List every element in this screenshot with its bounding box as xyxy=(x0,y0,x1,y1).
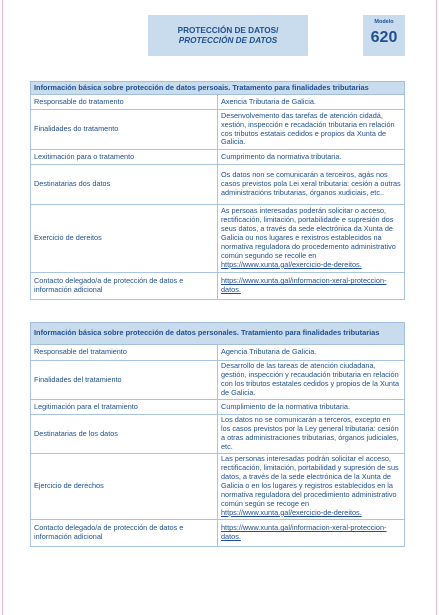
row-label: Lexitimación para o tratamento xyxy=(31,150,218,165)
row-value: Axencia Tributaria de Galicia. xyxy=(218,95,405,110)
data-protection-table-gl xyxy=(30,81,405,300)
row-value: Cumplimiento de la normativa tributaria. xyxy=(218,400,405,415)
row-label: Exercicio de dereitos xyxy=(31,205,218,273)
row-value: Desenvolvemento das tarefas de atención cidadá, xestión, inspección e recadación tributaria en relación cos tributos estatais cedidos e propios da Xunta de Galicia. xyxy=(218,110,405,150)
row-label: Responsable do tratamento xyxy=(31,95,218,110)
row-value xyxy=(218,520,405,547)
table-title: Información básica sobre protección de datos persoais. Tratamento para finalidades tributarias xyxy=(31,82,405,95)
table-row xyxy=(31,165,405,205)
table-row xyxy=(31,150,405,165)
form-title-line2: PROTECCIÓN DE DATOS xyxy=(178,35,278,45)
table-row xyxy=(31,454,405,520)
row-label: Destinatarias dos datos xyxy=(31,165,218,205)
table-row xyxy=(31,273,405,300)
row-label: Finalidades del tratamiento xyxy=(31,361,218,400)
model-label: Modelo xyxy=(374,19,394,25)
row-value-text: As persoas interesadas poderán solicitar o acceso, rectificación, limitación, portabilidade e supresión dos seus datos, a través da sede electrónica da Xunta de Galicia ou nos lugares e rexistros establecidos na normativa reguladora do procedemento administrativo común segundo se recolle en xyxy=(221,206,396,260)
table-row xyxy=(31,110,405,150)
row-label: Contacto delegado/a de protección de datos e información adicional xyxy=(31,273,218,300)
table-row xyxy=(31,520,405,547)
table-row xyxy=(31,400,405,415)
data-protection-info-link[interactable]: https://www.xunta.gal/informacion-xeral-proteccion-datos. xyxy=(221,523,387,541)
row-label: Contacto delegado/a de protección de datos e información adicional xyxy=(31,520,218,547)
row-label: Responsable del tratamiento xyxy=(31,345,218,361)
row-label: Destinatarias de los datos xyxy=(31,415,218,454)
row-value xyxy=(218,205,405,273)
table-title: Información básica sobre protección de datos personales. Tratamiento para finalidades tributarias xyxy=(31,323,405,345)
row-value-text: Las personas interesadas podrán solicitar el acceso, rectificación, limitación, portabilidad y supresión de sus datos, a través de la sede electrónica de la Xunta de Galicia o en los lugares y registros establecidos en la normativa reguladora del procedimiento administrativo común según se recoge en xyxy=(221,454,399,508)
table-row xyxy=(31,361,405,400)
row-value: Os datos non se comunicarán a terceiros, agás nos casos previstos pola Lei xeral tributaria: cesión a outras administracións tributarias, órganos xudiciais, etc.. xyxy=(218,165,405,205)
row-value: Cumprimento da normativa tributaria. xyxy=(218,150,405,165)
form-title-line1: PROTECCIÓN DE DATOS/ xyxy=(177,25,279,35)
form-title xyxy=(148,15,308,56)
model-number: 620 xyxy=(370,29,398,46)
row-label: Legitimación para el tratamiento xyxy=(31,400,218,415)
data-protection-info-link[interactable]: https://www.xunta.gal/informacion-xeral-proteccion-datos. xyxy=(221,276,387,294)
row-value: Desarrollo de las tareas de atención ciudadana, gestión, inspección y recaudación tributaria en relación con los tributos estatales cedidos y propios de la Xunta de Galicia. xyxy=(218,361,405,400)
page-border-left xyxy=(2,0,3,615)
model-box xyxy=(363,15,405,56)
rights-link[interactable]: https://www.xunta.gal/exercicio-de-dereitos. xyxy=(221,259,362,269)
row-value: Agencia Tributaria de Galicia. xyxy=(218,345,405,361)
row-value xyxy=(218,273,405,300)
table-row xyxy=(31,205,405,273)
row-label: Ejercicio de derechos xyxy=(31,454,218,520)
rights-link[interactable]: https://www.xunta.gal/exercicio-de-dereitos. xyxy=(221,507,362,517)
table-row xyxy=(31,95,405,110)
row-label: Finalidades do tratamento xyxy=(31,110,218,150)
table-row xyxy=(31,415,405,454)
page-border-right xyxy=(436,0,437,615)
row-value xyxy=(218,454,405,520)
data-protection-table-es xyxy=(30,322,405,547)
row-value: Los datos no se comunicarán a terceros, excepto en los casos previstos por la Ley general tributaria: cesión a otras administraciones tributarias, órganos judiciales, etc. xyxy=(218,415,405,454)
table-row xyxy=(31,345,405,361)
